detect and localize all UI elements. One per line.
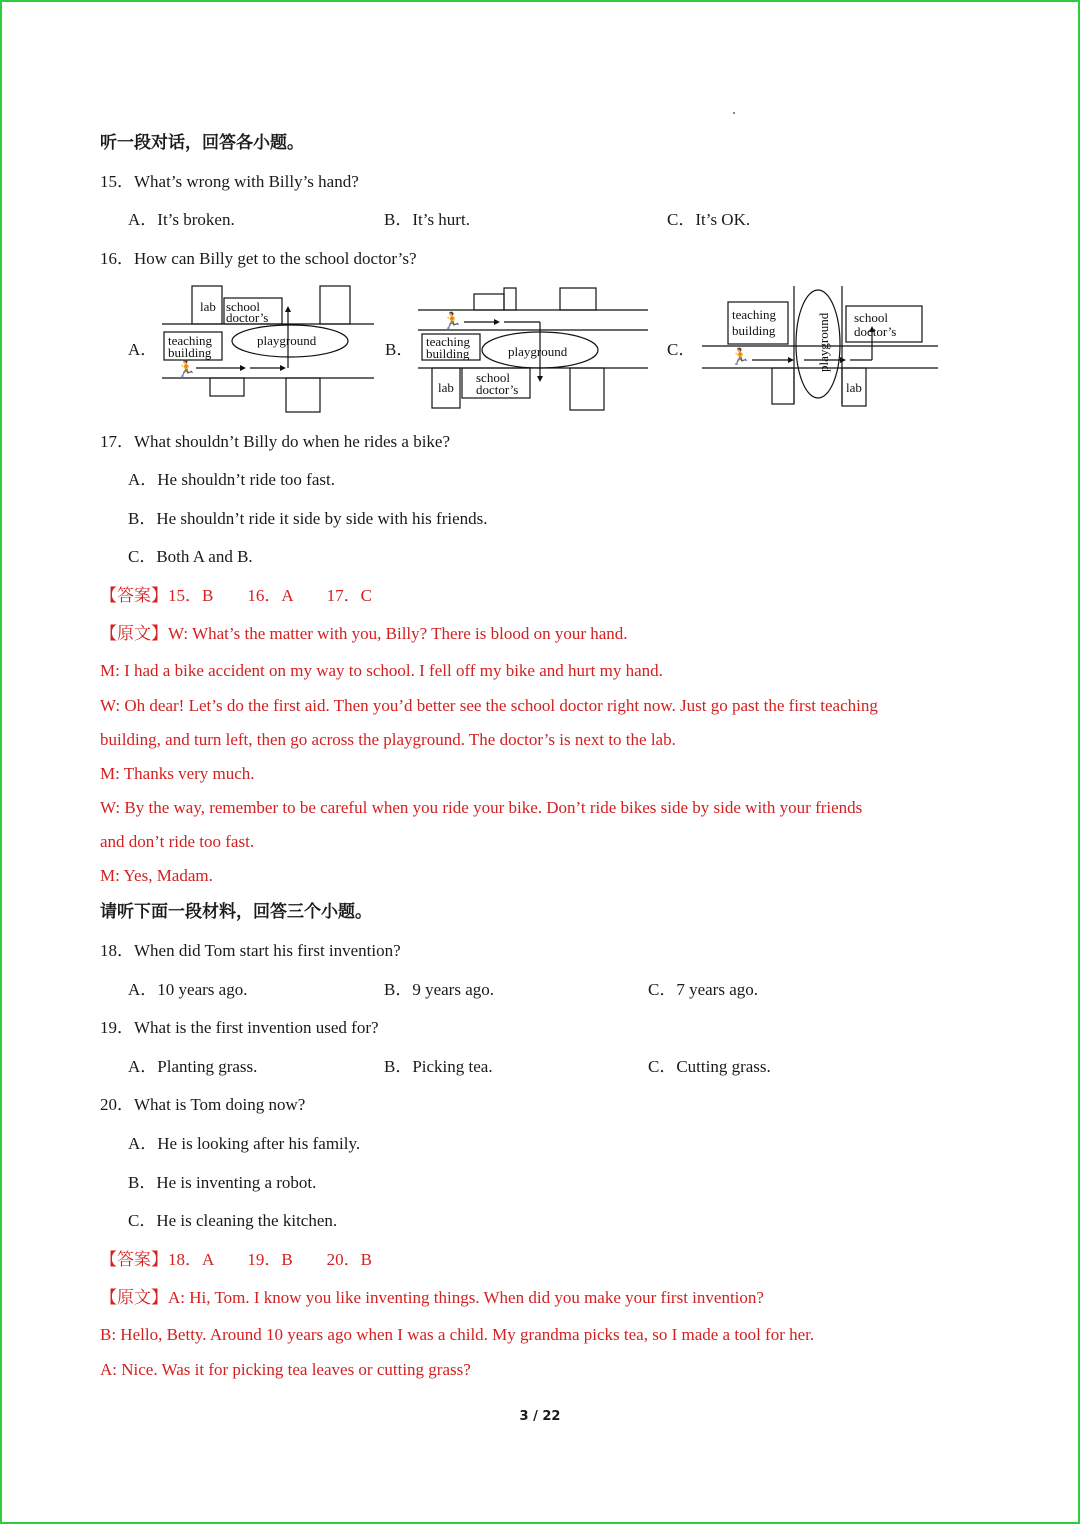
question-20: 20．What is Tom doing now? — [100, 1095, 306, 1114]
map-c-playground: playground — [816, 312, 831, 372]
map-b-building: building — [426, 346, 470, 361]
map-a-doctors: doctor’s — [226, 310, 269, 325]
q18-option-c: C．7 years ago. — [648, 980, 759, 999]
map-a — [160, 284, 376, 416]
q17-option-b: B．He shouldn’t ride it side by side with his friends. — [128, 509, 488, 528]
map-b-teaching: teaching — [426, 334, 471, 349]
question-17: 17．What shouldn’t Billy do when he rides a bike? — [100, 432, 451, 451]
map-b-playground: playground — [508, 344, 568, 359]
answer-block-1: 【答案】15．B 16．A 17．C — [100, 586, 373, 605]
script1-line5: M: Thanks very much. — [100, 764, 255, 783]
map-b-doctors: doctor’s — [476, 382, 519, 397]
q18-option-a: A．10 years ago. — [128, 980, 248, 999]
question-19: 19．What is the first invention used for? — [100, 1018, 379, 1037]
q20-option-c: C．He is cleaning the kitchen. — [128, 1211, 338, 1230]
map-c-teaching: teaching — [732, 307, 777, 322]
script1-line8: M: Yes, Madam. — [100, 866, 213, 885]
question-16: 16．How can Billy get to the school doctor’s? — [100, 249, 417, 268]
map-c-school: school — [854, 310, 888, 325]
map-b-school: school — [476, 370, 510, 385]
answer-block-2: 【答案】18．A 19．B 20．B — [100, 1250, 373, 1269]
q17-option-c: C．Both A and B. — [128, 547, 253, 566]
map-a-building: building — [168, 345, 212, 360]
q19-option-c: C．Cutting grass. — [648, 1057, 771, 1076]
q15-option-b: B．It’s hurt. — [384, 210, 470, 229]
script1-line6: W: By the way, remember to be careful when you ride your bike. Don’t ride bikes side by side with your friends — [100, 798, 863, 817]
page-number: 3 / 22 — [519, 1409, 561, 1424]
map-c-lab: lab — [846, 380, 862, 395]
runner-icon: 🏃 — [442, 313, 462, 330]
q15-option-a: A．It’s broken. — [128, 210, 235, 229]
script1-line1: 【原文】W: What’s the matter with you, Billy? There is blood on your hand. — [100, 624, 628, 643]
question-15: 15．What’s wrong with Billy’s hand? — [100, 172, 359, 191]
scan-dot — [733, 112, 735, 114]
q19-option-a: A．Planting grass. — [128, 1057, 258, 1076]
map-c-building: building — [732, 323, 776, 338]
map-c — [700, 284, 940, 416]
section-heading-1: 听一段对话，回答各小题。 — [100, 133, 304, 153]
script2-line1: 【原文】A: Hi, Tom. I know you like inventing things. When did you make your first invention? — [100, 1288, 764, 1307]
q18-option-b: B．9 years ago. — [384, 980, 495, 999]
q16-option-b: B． — [385, 340, 414, 359]
section-heading-2: 请听下面一段材料，回答三个小题。 — [100, 902, 372, 922]
map-c-doctors: doctor’s — [854, 324, 897, 339]
map-a-teaching: teaching — [168, 333, 213, 348]
runner-icon: 🏃 — [176, 361, 196, 378]
script2-line2: B: Hello, Betty. Around 10 years ago when I was a child. My grandma picks tea, so I made a tool for her. — [100, 1325, 815, 1344]
map-b-lab: lab — [438, 380, 454, 395]
q20-option-b: B．He is inventing a robot. — [128, 1173, 317, 1192]
q16-option-c: C． — [667, 340, 696, 359]
script1-line4: building, and turn left, then go across the playground. The doctor’s is next to the lab. — [100, 730, 676, 749]
runner-icon: 🏃 — [730, 349, 750, 366]
q15-option-c: C．It’s OK. — [667, 210, 751, 229]
q19-option-b: B．Picking tea. — [384, 1057, 493, 1076]
map-a-playground: playground — [257, 333, 317, 348]
question-18: 18．When did Tom start his first invention? — [100, 941, 401, 960]
script2-line3: A: Nice. Was it for picking tea leaves or cutting grass? — [100, 1360, 471, 1379]
script1-line7: and don’t ride too fast. — [100, 832, 255, 851]
map-a-lab: lab — [200, 299, 216, 314]
q17-option-a: A．He shouldn’t ride too fast. — [128, 470, 335, 489]
script1-line3: W: Oh dear! Let’s do the first aid. Then you’d better see the school doctor right now. Just go past the first teaching — [100, 696, 878, 715]
map-b — [416, 284, 650, 416]
q16-option-a: A． — [128, 340, 158, 359]
map-a-school: school — [226, 299, 260, 314]
q20-option-a: A．He is looking after his family. — [128, 1134, 361, 1153]
script1-line2: M: I had a bike accident on my way to school. I fell off my bike and hurt my hand. — [100, 661, 663, 680]
